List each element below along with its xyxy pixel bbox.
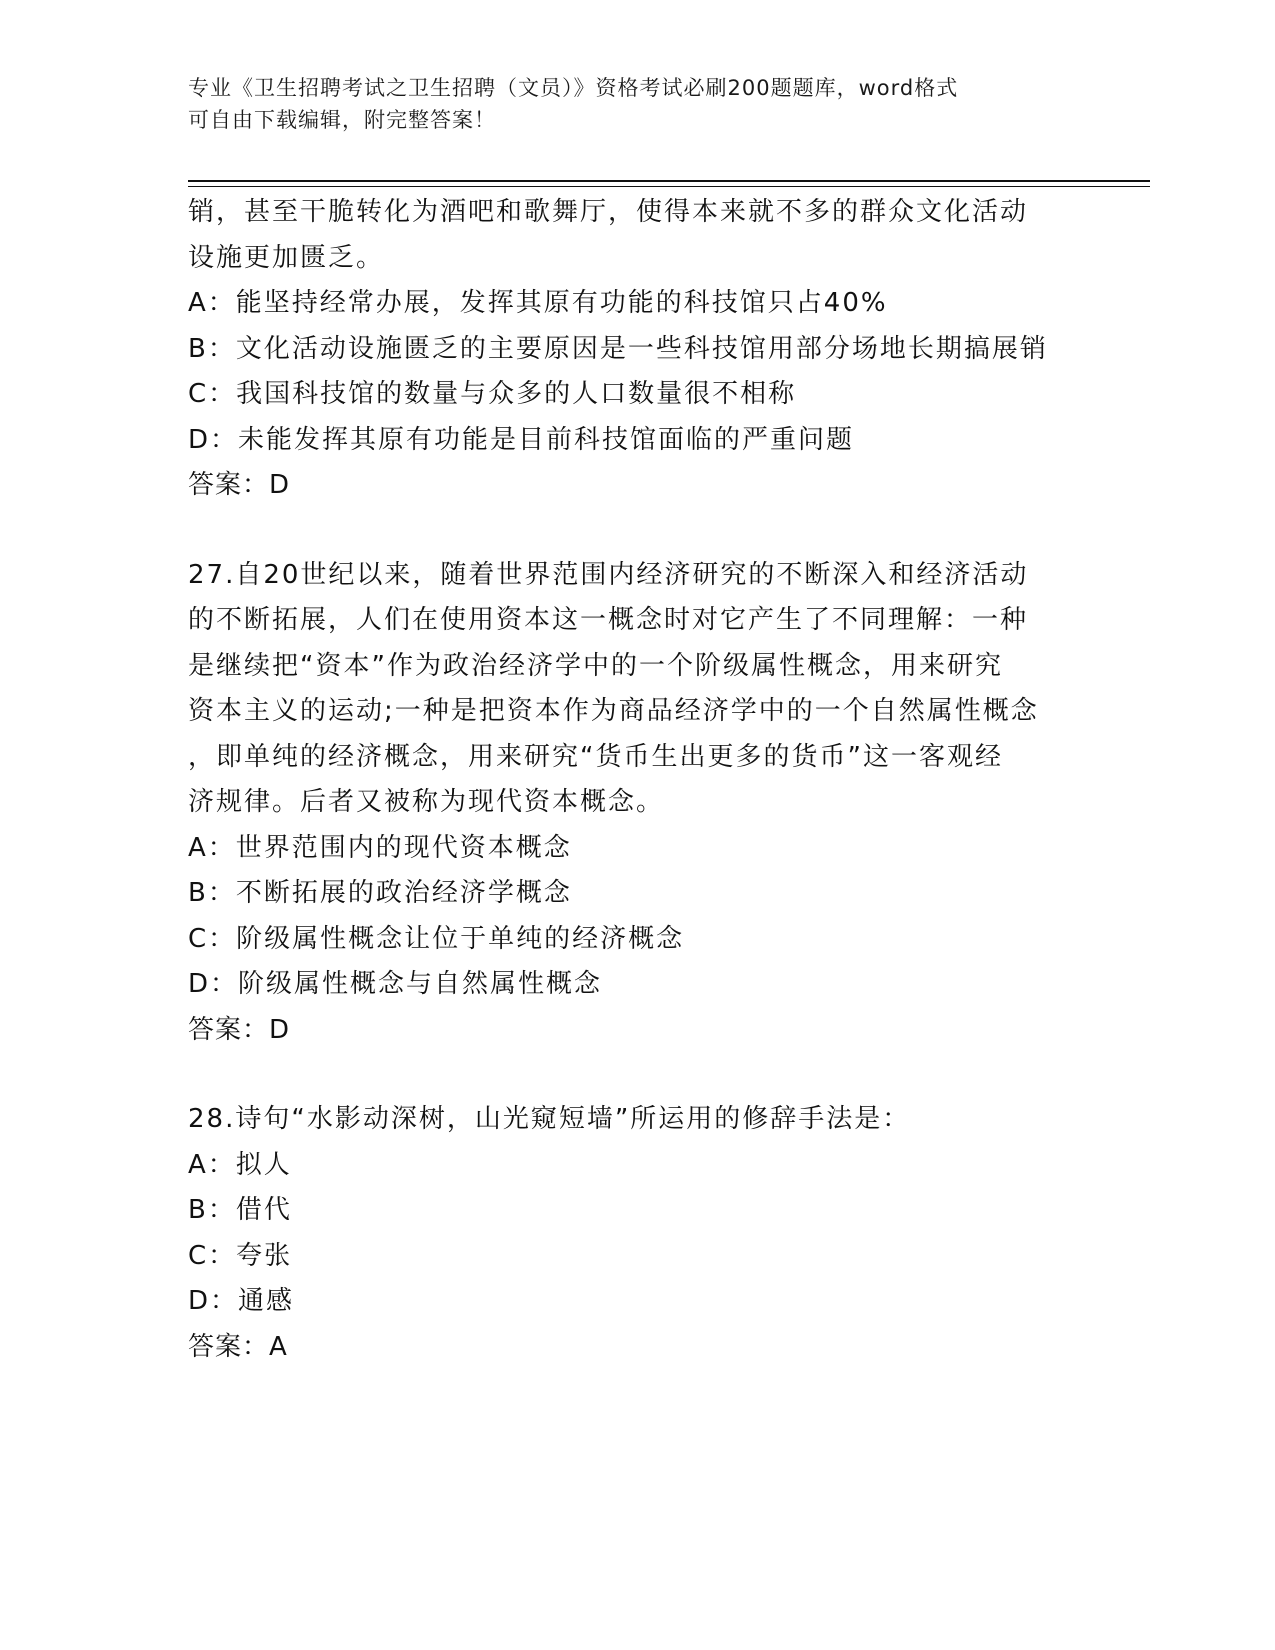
option-c: C：夸张	[188, 1240, 293, 1271]
option-a: A：世界范围内的现代资本概念	[188, 832, 572, 863]
page-header	[188, 72, 1088, 136]
answer-line: 答案：D	[188, 470, 291, 500]
option-b: B：文化活动设施匮乏的主要原因是一些科技馆用部分场地长期搞展销	[188, 333, 1048, 364]
question-text-line: 设施更加匮乏。	[188, 242, 385, 273]
question-text-line: ，即单纯的经济概念，用来研究“货币生出更多的货币”这一客观经	[188, 741, 1003, 772]
option-a: A：能坚持经常办展，发挥其原有功能的科技馆只占40%	[188, 288, 888, 318]
spacer	[188, 1053, 1088, 1097]
question-27	[188, 553, 1088, 1054]
option-d: D：阶级属性概念与自然属性概念	[188, 969, 603, 999]
option-b: B：不断拓展的政治经济学概念	[188, 878, 572, 908]
option-c: C：阶级属性概念让位于单纯的经济概念	[188, 923, 685, 954]
question-28	[188, 1097, 1088, 1370]
spacer	[188, 509, 1088, 553]
option-b: B：借代	[188, 1195, 292, 1225]
question-text-line: 的不断拓展，人们在使用资本这一概念时对它产生了不同理解：一种	[188, 605, 1029, 635]
question-text-line: 是继续把“资本”作为政治经济学中的一个阶级属性概念，用来研究	[188, 650, 1003, 681]
answer-line: 答案：A	[188, 1331, 288, 1362]
option-a: A：拟人	[188, 1149, 292, 1180]
option-d: D：未能发挥其原有功能是目前科技馆面临的严重问题	[188, 424, 855, 455]
answer-line: 答案：D	[188, 1014, 291, 1045]
header-rule-thin	[188, 186, 1150, 187]
question-26	[188, 190, 1088, 509]
question-text-line: 28.诗句“水影动深树，山光窥短墙”所运用的修辞手法是：	[188, 1104, 911, 1134]
question-text-line: 资本主义的运动;一种是把资本作为商品经济学中的一个自然属性概念	[188, 696, 1039, 726]
question-text-line: 销，甚至干脆转化为酒吧和歌舞厅，使得本来就不多的群众文化活动	[188, 197, 1029, 227]
question-text-line: 济规律。后者又被称为现代资本概念。	[188, 787, 665, 817]
header-rule-thick	[188, 180, 1150, 182]
option-d: D：通感	[188, 1286, 295, 1316]
question-content	[188, 190, 1088, 1370]
option-c: C：我国科技馆的数量与众多的人口数量很不相称	[188, 379, 797, 409]
header-title-line-1: 专业《卫生招聘考试之卫生招聘（文员）》资格考试必刷200题题库，word格式	[188, 76, 959, 100]
header-title-line-2: 可自由下载编辑，附完整答案！	[188, 108, 496, 132]
question-text-line: 27.自20世纪以来，随着世界范围内经济研究的不断深入和经济活动	[188, 559, 1029, 590]
